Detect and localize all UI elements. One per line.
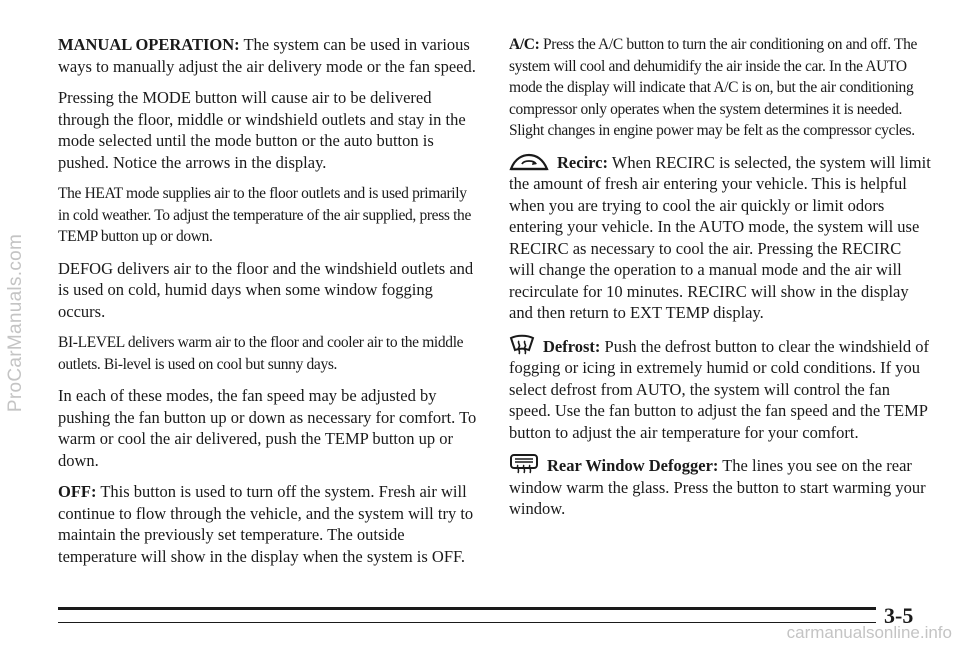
- ac-heading: A/C:: [509, 36, 540, 53]
- fan-modes-paragraph: In each of these modes, the fan speed may be adjusted by pushing the fan button up or down as necessary for comfort. To warm or cool the air delivered, push the TEMP button up or down.: [58, 386, 477, 470]
- recirc-icon: [509, 152, 549, 172]
- manual-operation-paragraph: [58, 34, 480, 77]
- off-text: This button is used to turn off the system. Fresh air will continue to flow through the vehicle, and the system will try to maintain the previously set temperature. The outside temperature will show in the display when the system is OFF.: [58, 482, 474, 566]
- recirc-paragraph: [509, 152, 931, 324]
- heat-paragraph: The HEAT mode supplies air to the floor outlets and is used primarily in cold weather. To adjust the temperature of the air supplied, press the TEMP button up or down.: [58, 185, 471, 245]
- recirc-heading: Recirc:: [557, 152, 608, 172]
- footer-rule-thin: [58, 622, 876, 623]
- manual-operation-heading: MANUAL OPERATION:: [58, 35, 240, 54]
- rear-defogger-text: The lines you see on the rear window warm the glass. Press the button to start warming your window.: [509, 456, 926, 518]
- defrost-icon: [509, 334, 535, 356]
- recirc-text: When RECIRC is selected, the system will limit the amount of fresh air entering your vehicle. This is helpful when you are trying to cool the air quickly or limit odors entering your vehicle. In the AUTO mode, the system will use RECIRC as necessary to cool the air. Pressing the RECIRC will change the operation to a manual mode and the air will recirculate for 10 minutes. RECIRC will show in the display and then return to EXT TEMP display.: [509, 152, 931, 322]
- page-number: 3-5: [884, 603, 914, 628]
- off-paragraph: [58, 481, 480, 567]
- footer-watermark: carmanualsonline.info: [786, 623, 952, 642]
- rear-defogger-icon: [509, 453, 539, 475]
- rear-defogger-paragraph: [509, 453, 931, 520]
- side-watermark: [2, 0, 30, 645]
- footer-rule-thick: [58, 607, 876, 610]
- manual-operation-text: The system can be used in various ways to manually adjust the air delivery mode or the fan speed.: [58, 35, 476, 76]
- mode-paragraph: Pressing the MODE button will cause air to be delivered through the floor, middle or windshield outlets and stay in the mode selected until the mode button or the auto button is pushed. Notice the arrows in the display.: [58, 88, 466, 172]
- right-column: [509, 34, 931, 530]
- rear-defogger-heading: Rear Window Defogger:: [547, 456, 719, 475]
- ac-text: Press the A/C button to turn the air conditioning on and off. The system will cool and dehumidify the air inside the car. In the AUTO mode the display will indicate that A/C is on, but the air conditioning compressor only operates when the system determines it is needed. Slight changes in engine power may be felt as the compressor cycles.: [509, 36, 918, 139]
- defrost-text: Push the defrost button to clear the windshield of fogging or icing in extremely humid or cold conditions. If you select defrost from AUTO, the system will control the fan speed. Use the fan button to adjust the fan speed and the TEMP button to adjust the air temperature for your comfort.: [509, 336, 929, 442]
- ac-paragraph: [509, 34, 931, 142]
- side-watermark-text: ProCarManuals.com: [5, 233, 26, 412]
- defrost-heading: Defrost:: [543, 336, 601, 356]
- left-column: [58, 34, 480, 577]
- bilevel-paragraph: BI-LEVEL delivers warm air to the floor and cooler air to the middle outlets. Bi-level is used on cool but sunny days.: [58, 334, 464, 373]
- defog-paragraph: DEFOG delivers air to the floor and the windshield outlets and is used on cold, humid days when some window fogging occurs.: [58, 258, 474, 321]
- defrost-paragraph: [509, 334, 931, 444]
- off-heading: OFF:: [58, 482, 97, 501]
